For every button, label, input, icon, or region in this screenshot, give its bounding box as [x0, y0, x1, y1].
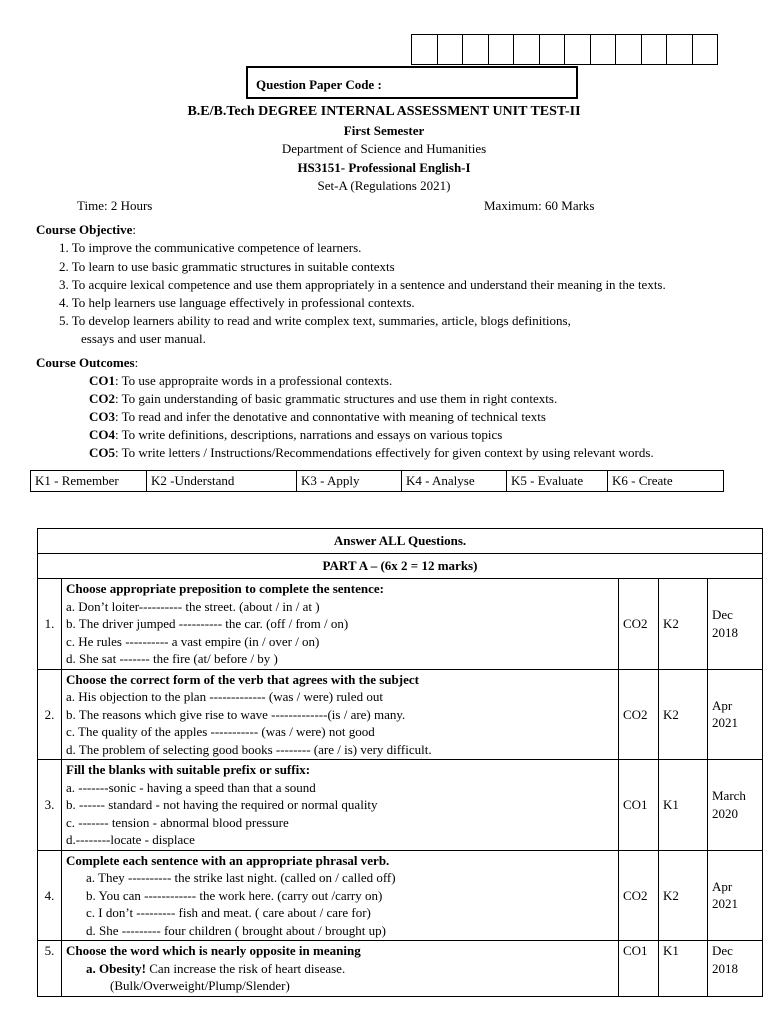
- outcome-item: [89, 391, 557, 407]
- date-cell: Apr 2021: [708, 669, 763, 760]
- co-cell: CO2: [619, 850, 659, 941]
- co-cell: CO1: [619, 941, 659, 997]
- reg-box[interactable]: [590, 34, 617, 65]
- k-cell: K2: [659, 850, 708, 941]
- objective-item: 2. To learn to use basic grammatic structures in suitable contexts: [59, 259, 395, 274]
- co-cell: CO2: [619, 579, 659, 670]
- co-cell: CO1: [619, 760, 659, 851]
- question-body: [62, 579, 619, 670]
- outcome-text: : To read and infer the denotative and connontative with meaning of technical texts: [115, 409, 546, 424]
- question-line: a. His objection to the plan ------------- (was / were) ruled out: [66, 689, 383, 704]
- question-number: 2.: [38, 669, 62, 760]
- question-row: [38, 941, 763, 997]
- subpart-text: Can increase the risk of heart disease.: [145, 960, 346, 976]
- question-body: [62, 941, 619, 997]
- outcome-code: CO5: [89, 445, 115, 460]
- set-regulation: Set-A (Regulations 2021): [317, 178, 451, 193]
- question-number: 1.: [38, 579, 62, 670]
- subpart-label: a. Obesity!: [86, 960, 146, 976]
- k-cell: K1: [659, 941, 708, 997]
- reg-box[interactable]: [692, 34, 719, 65]
- question-number: 4.: [38, 850, 62, 941]
- outcomes-heading-text: Course Outcomes: [36, 355, 135, 370]
- course-title: HS3151- Professional English-I: [297, 160, 471, 175]
- question-line: c. He rules ---------- a vast empire (in / over / on): [66, 633, 320, 649]
- question-line: a. Don’t loiter---------- the street. (about / in / at ): [66, 598, 320, 614]
- reg-box[interactable]: [462, 34, 489, 65]
- reg-box[interactable]: [564, 34, 591, 65]
- reg-box[interactable]: [641, 34, 668, 65]
- question-options: (Bulk/Overweight/Plump/Slender): [110, 978, 290, 993]
- k-level-cell: K4 - Analyse: [402, 471, 507, 492]
- date-cell: Dec 2018: [708, 941, 763, 997]
- outcome-code: CO4: [89, 427, 115, 442]
- objective-item: 3. To acquire lexical competence and use them appropriately in a sentence and understand their meaning in the texts.: [59, 277, 666, 292]
- question-body: [62, 669, 619, 760]
- question-line: c. The quality of the apples ----------- (was / were) not good: [66, 724, 375, 739]
- outcome-code: CO2: [89, 391, 115, 406]
- k-level-cell: K3 - Apply: [297, 471, 402, 492]
- k-level-cell: K1 - Remember: [31, 471, 147, 492]
- question-line: c. ------- tension - abnormal blood pressure: [66, 814, 289, 830]
- outcome-text: : To use appropraite words in a professional contexts.: [115, 373, 393, 388]
- question-number: 5.: [38, 941, 62, 997]
- semester: First Semester: [343, 123, 425, 138]
- question-line: b. ------ standard - not having the required or normal quality: [66, 797, 378, 812]
- question-body: [62, 850, 619, 941]
- question-row: [38, 579, 763, 670]
- answer-all-heading: Answer ALL Questions.: [38, 529, 763, 554]
- objective-item-continued: essays and user manual.: [81, 331, 206, 346]
- outcomes-heading: [36, 355, 138, 371]
- outcome-text: : To write letters / Instructions/Recommendations effectively for given context by using relevant words.: [115, 445, 654, 460]
- question-paper-code-box: Question Paper Code :: [246, 66, 578, 99]
- outcomes-colon: :: [134, 355, 139, 370]
- date-cell: Dec 2018: [708, 579, 763, 670]
- objectives-colon: :: [132, 222, 137, 237]
- question-line: b. The driver jumped ---------- the car. (off / from / on): [66, 616, 349, 631]
- outcome-text: : To write definitions, descriptions, narrations and essays on various topics: [115, 427, 503, 442]
- question-title: Complete each sentence with an appropriate phrasal verb.: [66, 852, 390, 868]
- knowledge-levels-table: [30, 470, 724, 492]
- outcome-item: [89, 445, 654, 461]
- question-number: 3.: [38, 760, 62, 851]
- question-line: d. The problem of selecting good books -------- (are / is) very difficult.: [66, 741, 432, 757]
- outcome-code: CO3: [89, 409, 115, 424]
- part-a-heading: PART A – (6x 2 = 12 marks): [38, 554, 763, 579]
- question-line: d.--------locate - displace: [66, 832, 195, 847]
- question-title: Choose the correct form of the verb that agrees with the subject: [66, 671, 419, 687]
- outcome-item: [89, 427, 502, 443]
- question-title: Choose the word which is nearly opposite in meaning: [66, 943, 361, 958]
- outcome-code: CO1: [89, 373, 115, 388]
- outcome-text: : To gain understanding of basic grammatic structures and use them in right contexts.: [115, 391, 558, 406]
- question-line: b. The reasons which give rise to wave -------------(is / are) many.: [66, 706, 406, 722]
- reg-box[interactable]: [539, 34, 566, 65]
- question-row: [38, 760, 763, 851]
- register-number-boxes[interactable]: [412, 34, 718, 65]
- question-row: [38, 850, 763, 941]
- question-title: Fill the blanks with suitable prefix or suffix:: [66, 762, 311, 777]
- department: Department of Science and Humanities: [281, 141, 487, 156]
- objectives-heading-text: Course Objective: [36, 222, 133, 237]
- exam-title: B.E/B.Tech DEGREE INTERNAL ASSESSMENT UNIT TEST-II: [187, 104, 581, 119]
- k-cell: K2: [659, 669, 708, 760]
- objectives-heading: [36, 222, 136, 238]
- k-level-cell: K5 - Evaluate: [507, 471, 608, 492]
- time-label: Time: 2 Hours: [77, 198, 153, 213]
- objective-item: 5. To develop learners ability to read and write complex text, summaries, article, blogs definitions,: [59, 313, 571, 328]
- date-cell: Apr 2021: [708, 850, 763, 941]
- question-line: c. I don’t --------- fish and meat. ( care about / care for): [86, 905, 371, 920]
- reg-box[interactable]: [513, 34, 540, 65]
- question-title: Choose appropriate preposition to complete the sentence:: [66, 581, 384, 596]
- max-marks-label: Maximum: 60 Marks: [484, 198, 595, 213]
- reg-box[interactable]: [488, 34, 515, 65]
- reg-box[interactable]: [437, 34, 464, 65]
- co-cell: CO2: [619, 669, 659, 760]
- date-cell: March 2020: [708, 760, 763, 851]
- questions-table: [37, 528, 763, 997]
- outcome-item: [89, 373, 392, 389]
- question-line: d. She sat ------- the fire (at/ before / by ): [66, 651, 278, 666]
- k-cell: K2: [659, 579, 708, 670]
- question-line: d. She --------- four children ( brought about / brought up): [86, 922, 386, 938]
- outcome-item: [89, 409, 546, 425]
- question-line: a. They ---------- the strike last night. (called on / called off): [86, 870, 396, 885]
- k-level-cell: K2 -Understand: [147, 471, 297, 492]
- k-level-cell: K6 - Create: [608, 471, 724, 492]
- k-cell: K1: [659, 760, 708, 851]
- question-subpart: [66, 960, 614, 978]
- question-line: a. -------sonic - having a speed than that a sound: [66, 779, 316, 795]
- reg-box[interactable]: [666, 34, 693, 65]
- question-line: b. You can ------------ the work here. (carry out /carry on): [86, 887, 383, 903]
- reg-box[interactable]: [615, 34, 642, 65]
- question-body: [62, 760, 619, 851]
- question-row: [38, 669, 763, 760]
- objective-item: 1. To improve the communicative competence of learners.: [59, 240, 362, 255]
- objective-item: 4. To help learners use language effectively in professional contexts.: [59, 295, 415, 310]
- reg-box[interactable]: [411, 34, 438, 65]
